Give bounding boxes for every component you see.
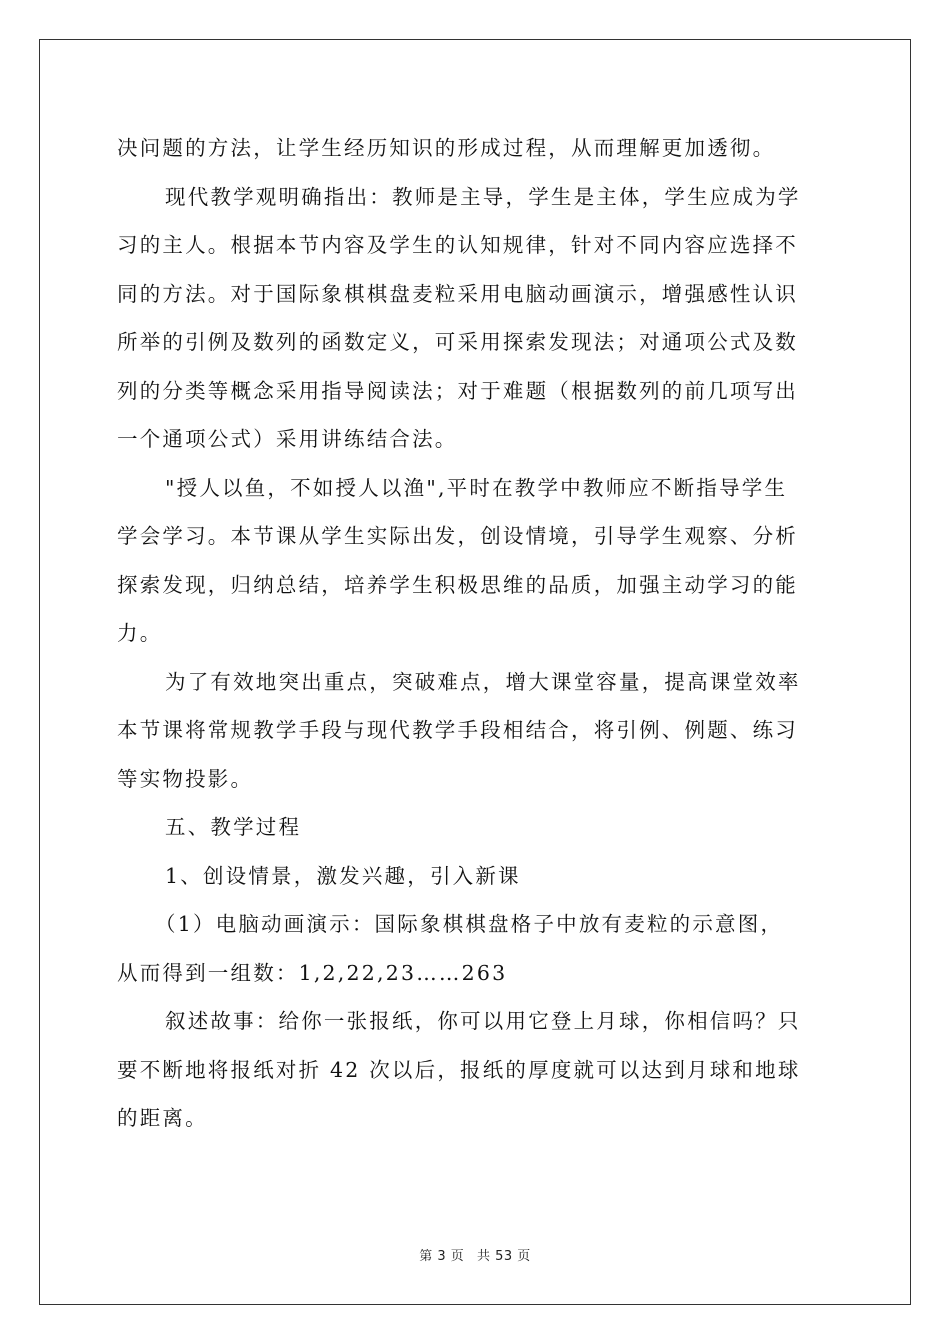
document-body bbox=[117, 124, 835, 1143]
text-line: 本节课将常规教学手段与现代教学手段相结合，将引例、例题、练习 bbox=[117, 718, 798, 742]
section-heading: 五、教学过程 bbox=[165, 815, 302, 839]
subsection-heading: 1、创设情景，激发兴趣，引入新课 bbox=[165, 863, 521, 888]
text-line: 等实物投影。 bbox=[117, 766, 254, 791]
text-line: 从而得到一组数：1,2,22,23……263 bbox=[117, 960, 508, 985]
paragraph-start: 叙述故事：给你一张报纸，你可以用它登上月球，你相信吗？只 bbox=[165, 1009, 801, 1033]
text-line: 同的方法。对于国际象棋棋盘麦粒采用电脑动画演示，增强感性认识 bbox=[117, 281, 798, 306]
paragraph-start: 现代教学观明确指出：教师是主导，学生是主体，学生应成为学 bbox=[165, 184, 801, 209]
page-total: 共 53 页 bbox=[476, 1249, 531, 1264]
paragraph-start: （1）电脑动画演示：国际象棋棋盘格子中放有麦粒的示意图， bbox=[155, 912, 784, 936]
paragraph-start: "授人以鱼，不如授人以渔",平时在教学中教师应不断指导学生 bbox=[165, 475, 788, 500]
text-line: 力。 bbox=[117, 621, 163, 645]
text-line: 所举的引例及数列的函数定义，可采用探索发现法；对通项公式及数 bbox=[117, 330, 798, 354]
paragraph-start: 为了有效地突出重点，突破难点，增大课堂容量，提高课堂效率 bbox=[165, 669, 801, 694]
text-line: 探索发现，归纳总结，培养学生积极思维的品质，加强主动学习的能 bbox=[117, 572, 798, 597]
text-line: 列的分类等概念采用指导阅读法；对于难题（根据数列的前几项写出 bbox=[117, 378, 798, 403]
page-number: 第 3 页 bbox=[419, 1249, 465, 1264]
text-line: 要不断地将报纸对折 42 次以后，报纸的厚度就可以达到月球和地球 bbox=[117, 1057, 801, 1082]
text-line: 决问题的方法，让学生经历知识的形成过程，从而理解更加透彻。 bbox=[117, 136, 776, 160]
text-line: 一个通项公式）采用讲练结合法。 bbox=[117, 427, 458, 451]
text-line: 学会学习。本节课从学生实际出发，创设情境，引导学生观察、分析 bbox=[117, 524, 798, 548]
text-line: 的距离。 bbox=[117, 1106, 208, 1130]
page-footer bbox=[0, 1245, 950, 1264]
text-line: 习的主人。根据本节内容及学生的认知规律，针对不同内容应选择不 bbox=[117, 233, 798, 257]
